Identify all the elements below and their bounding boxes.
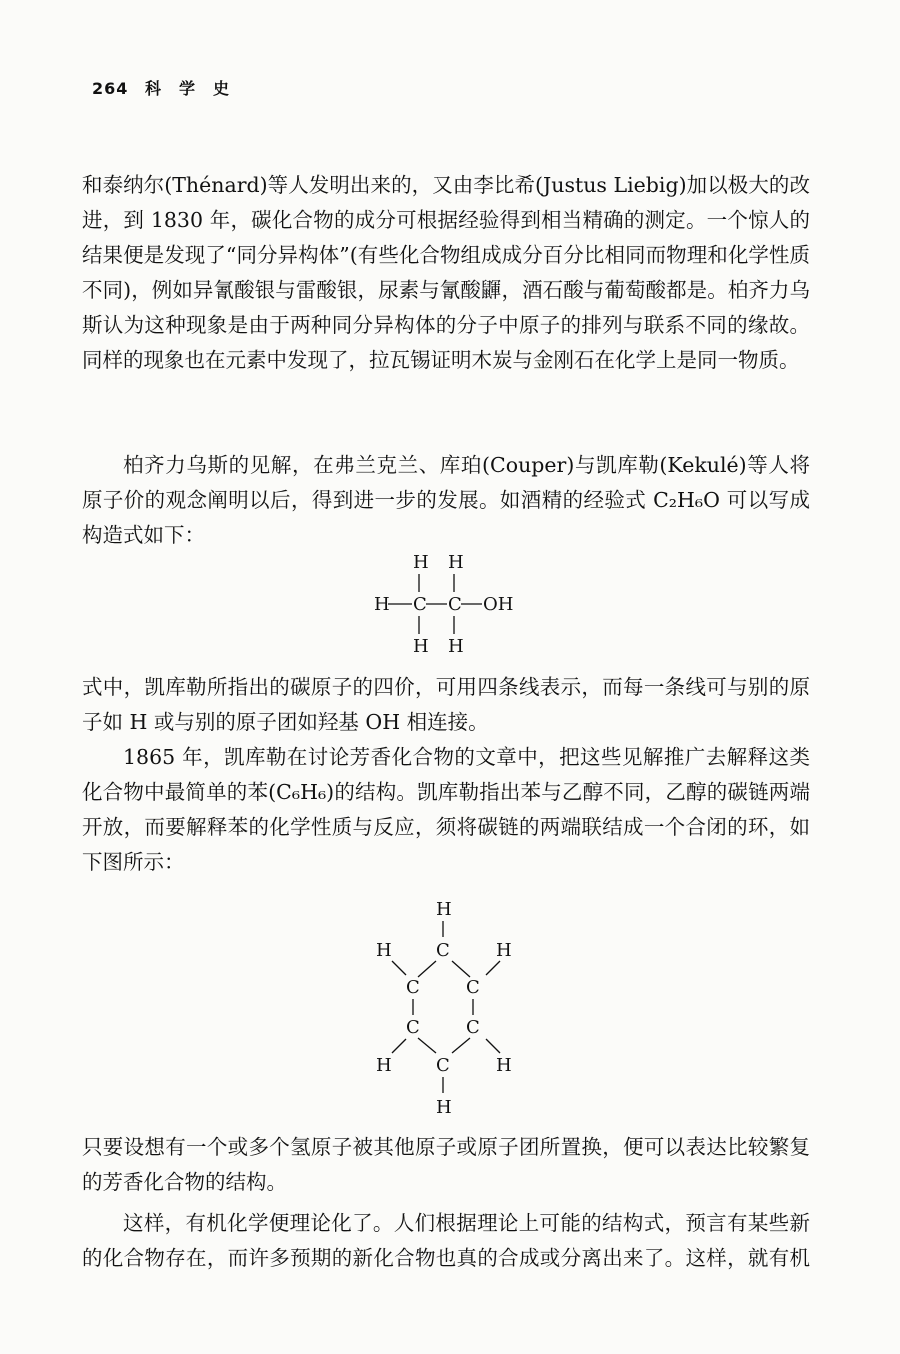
ethanol-h-top-right: H xyxy=(448,552,464,573)
benzene-h-bottom: H xyxy=(436,1097,452,1118)
paragraph-5: 只要设想有一个或多个氢原子被其他原子或原子团所置换，便可以表达比较繁复的芳香化合物的结构。 xyxy=(82,1135,810,1194)
benzene-h-upper-right: H xyxy=(496,940,512,961)
ethanol-h-left: H xyxy=(374,594,390,615)
ethanol-c-2: C xyxy=(448,594,462,615)
ethanol-h-bottom-right: H xyxy=(448,636,464,657)
paragraph-2: 柏齐力乌斯的见解，在弗兰克兰、库珀(Couper)与凯库勒(Kekulé)等人将原子价的观念阐明以后，得到进一步的发展。如酒精的经验式 C₂H₆O 可以写成构造式如下： xyxy=(82,453,810,547)
page-header xyxy=(92,76,247,99)
paragraph-6: 这样，有机化学便理论化了。人们根据理论上可能的结构式，预言有某些新的化合物存在，而许多预期的新化合物也真的合成或分离出来了。这样，就有机 xyxy=(82,1211,810,1270)
ethanol-h-bottom-left: H xyxy=(413,636,429,657)
benzene-c-lower-left: C xyxy=(406,1017,420,1038)
benzene-c-upper-left: C xyxy=(406,977,420,998)
book-title: 科学史 xyxy=(144,79,247,98)
ethanol-c-1: C xyxy=(413,594,427,615)
benzene-c-top: C xyxy=(436,940,450,961)
paragraph-4: 1865 年，凯库勒在讨论芳香化合物的文章中，把这些见解推广去解释这类化合物中最简单的苯(C₆H₆)的结构。凯库勒指出苯与乙醇不同，乙醇的碳链两端开放，而要解释苯的化学性质与反应，须将碳链的两端联结成一个合闭的环，如下图所示： xyxy=(82,745,810,874)
benzene-h-lower-right: H xyxy=(496,1055,512,1076)
paragraph-1: 和泰纳尔(Thénard)等人发明出来的，又由李比希(Justus Liebig)加以极大的改进，到 1830 年，碳化合物的成分可根据经验得到相当精确的测定。一个惊人的结果便是发现了“同分异构体”(有些化合物组成成分百分比相同而物理和化学性质不同)，例如异氰酸银与雷酸银，尿素与氰酸鼲，酒石酸与葡萄酸都是。柏齐力乌斯认为这种现象是由于两种同分异构体的分子中原子的排列与联系不同的缘故。同样的现象也在元素中发现了，拉瓦锡证明木炭与金刚石在化学上是同一物质。 xyxy=(82,173,810,372)
benzene-h-upper-left: H xyxy=(376,940,392,961)
benzene-c-bottom: C xyxy=(436,1055,450,1076)
ethanol-oh: OH xyxy=(483,594,514,615)
benzene-c-lower-right: C xyxy=(466,1017,480,1038)
ethanol-h-top-left: H xyxy=(413,552,429,573)
page-number: 264 xyxy=(92,79,129,98)
benzene-h-top: H xyxy=(436,899,452,920)
benzene-h-lower-left: H xyxy=(376,1055,392,1076)
benzene-c-upper-right: C xyxy=(466,977,480,998)
paragraph-3: 式中，凯库勒所指出的碳原子的四价，可用四条线表示，而每一条线可与别的原子如 H 或与别的原子团如羟基 OH 相连接。 xyxy=(82,675,810,734)
